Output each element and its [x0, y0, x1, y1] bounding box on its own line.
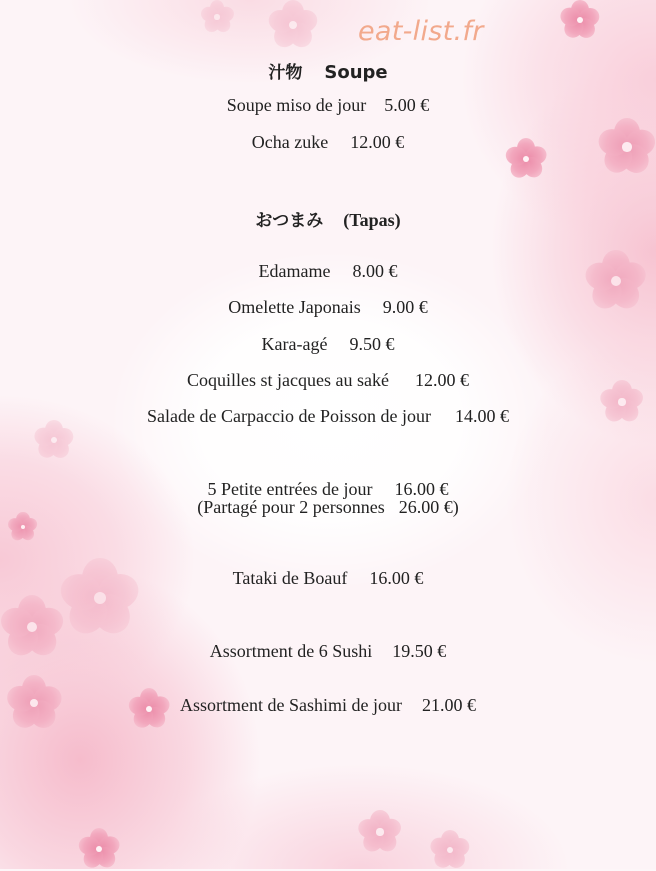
item-price: 9.00 € [382, 297, 428, 317]
menu-item [0, 695, 656, 716]
item-name: Ocha zuke [251, 132, 329, 152]
item-name: Coquilles st jacques au saké [187, 370, 389, 390]
item-name: Assortment de 6 Sushi [209, 641, 373, 661]
item-name: Omelette Japonais [228, 297, 361, 317]
tapas-heading-en: (Tapas) [343, 210, 401, 230]
item-name: Assortment de Sashimi de jour [180, 695, 402, 715]
item-price: 8.00 € [352, 261, 398, 281]
item-price: 16.00 € [369, 568, 424, 588]
item-name: Edamame [258, 261, 331, 281]
item-price: 9.50 € [349, 334, 395, 354]
menu-item [0, 568, 656, 589]
menu-item [0, 497, 656, 518]
menu-item [0, 297, 656, 318]
menu-item [0, 132, 656, 153]
item-name: Tataki de Boauf [232, 568, 348, 588]
item-price: 14.00 € [454, 406, 509, 426]
soup-heading-jp: 汁物 [268, 63, 303, 83]
item-name: Salade de Carpaccio de Poisson de jour [147, 406, 431, 426]
item-price: 21.00 € [421, 695, 476, 715]
item-name: (Partagé pour 2 personnes [197, 497, 385, 517]
menu-item [0, 641, 656, 662]
watermark-logo: eat-list.fr [358, 16, 484, 47]
item-price: 5.00 € [384, 95, 430, 115]
menu-item [0, 406, 656, 427]
tapas-heading [0, 206, 656, 231]
soup-heading [0, 58, 656, 83]
item-name: Soupe miso de jour [226, 95, 367, 115]
item-price: 12.00 € [350, 132, 405, 152]
menu-item [0, 261, 656, 282]
item-name: 5 Petite entrées de jour [207, 479, 373, 499]
tapas-heading-jp: おつまみ [255, 211, 324, 231]
menu-item [0, 370, 656, 391]
soup-heading-en: Soupe [324, 62, 388, 83]
menu-item [0, 95, 656, 116]
item-name: Kara-agé [261, 334, 328, 354]
item-price: 19.50 € [392, 641, 447, 661]
item-price: 16.00 € [394, 479, 449, 499]
item-price: 12.00 € [414, 370, 469, 390]
item-price: 26.00 €) [398, 497, 459, 517]
menu-item [0, 334, 656, 355]
